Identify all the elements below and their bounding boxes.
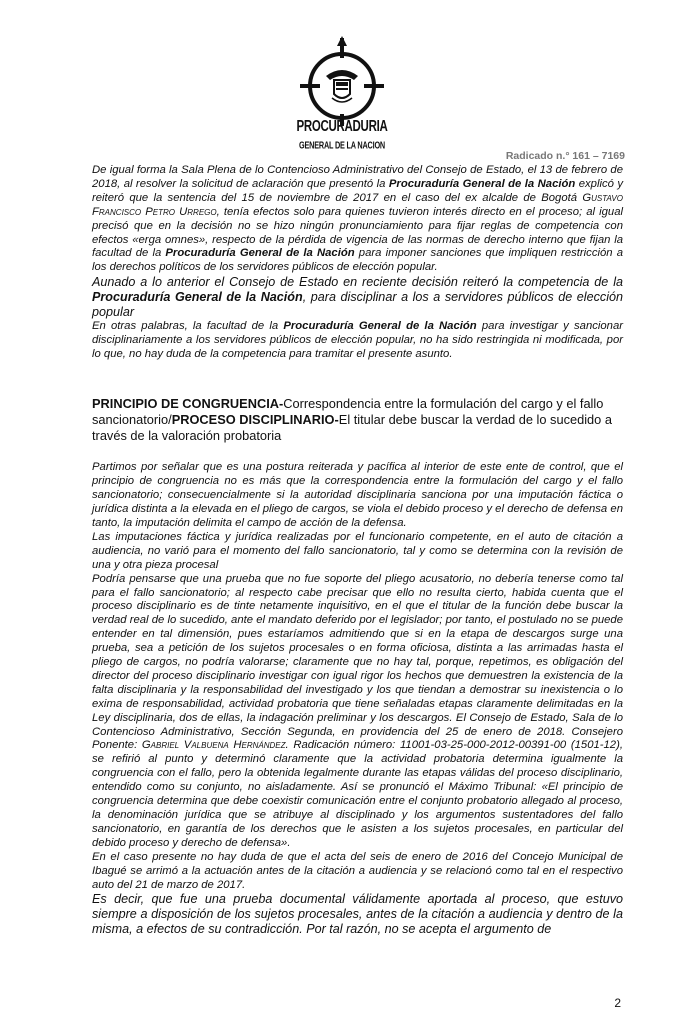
text-fragment: . Radicación número: 11001-03-25-000-2012-00391-00 (1501-12), se refirió al punto y determinó claramente que la actividad probatoria determina igualmente la congruencia con el fallo, pero la obtenida legalmente durante las etapas válidas del proceso disciplinario, entendido como su conjunto, no aisladamente. Así se pronunció el Máximo Tribunal: «El principio de congruencia determina que debe coexistir comunicación entre el conjunto probatorio allegado al proceso, la denominación jurídica que se atribuye al disciplinado y los argumentos sustentadores del fallo sancionatorio, en garantía de los derechos que le asisten a los sujetos procesales, en particular del debido proceso y derecho de defensa». — [92, 739, 623, 849]
heading-bold: PRINCIPIO DE CONGRUENCIA- — [92, 395, 284, 411]
paragraph-sala-plena — [92, 164, 623, 275]
text-fragment: Aunado a lo anterior el Consejo de Estado en reciente decisión reiteró la competencia de la — [92, 275, 623, 290]
bold-entity: Procuraduría General de la Nación — [388, 177, 576, 190]
logo-title: PROCURADURIA — [296, 119, 388, 136]
paragraph-partimos: Partimos por señalar que es una postura reiterada y pacífica al interior de este ente de control, que el principio de congruencia no es más que la correspondencia entre la formulación del cargo y el fallo sancionatorio; consecuencialmente si la autoridad disciplinaria sanciona por una imputación fáctica o jurídica distinta a la elevada en el pliego de cargos, se viola el debido proceso y el derecho de defensa en tanto, la imputación delimita el campo de acción de la defensa. — [92, 461, 623, 529]
paragraph-otras-palabras — [92, 320, 623, 362]
paragraph-podria-pensarse — [92, 573, 623, 851]
person-name: Gabriel Valbuena Hernández — [141, 739, 286, 752]
logo-emblem-icon — [296, 36, 388, 126]
radicado-number: Radicado n.° 161 – 7169 — [505, 150, 625, 162]
heading-bold: PROCESO DISCIPLINARIO- — [171, 411, 339, 427]
text-fragment: De igual forma la Sala Plena de lo Contencioso Administrativo del Consejo de Estado, el 13 de febrero de 2018, al resolver la solicitud de aclaración que presentó la — [92, 164, 623, 190]
text-fragment: Podría pensarse que una prueba que no fue soporte del pliego acusatorio, no debería tenerse como tal para el fallo sancionatorio; al respecto cabe precisar que ello no resulta cierto, habida cuenta que el proceso disciplinario es de tinte netamente inquisitivo, en el que el titular de la función debe buscar la verdad real de lo sucedido, ante el mandato deferido por el legislador; por tanto, el postulado no se puede entender en tal dimensión, pues estaríamos admitiendo que si en la etapa de descargos surge una prueba, sea a petición de los sujetos procesales o en forma oficiosa, distinta a las arrimadas hasta el pliego de cargos, no podría valorarse; claramente que no hay tal, porque, repetimos, es obligación del director del proceso disciplinario investigar con igual rigor los hechos que demuestren la existencia de la falta disciplinaria y la responsabilidad del investigado y los que tiendan a demostrar su inexistencia o lo exima de responsabilidad, actividad probatoria que tiene señaladas etapas claramente delimitadas en la Ley disciplinaria, dos de ellas, la indagación preliminar y los descargos. El Consejo de Estado, Sala de lo Contencioso Administrativo, Sección Segunda, en providencia del 25 de enero de 2018. Consejero Ponente: — [92, 572, 623, 752]
heading-text: Correspondencia entre la formulación del cargo y el fallo sancionatorio/ — [92, 395, 604, 427]
heading-text: El titular debe buscar la verdad de lo sucedido a través de la valoración probatoria — [92, 411, 612, 443]
text-fragment: , tenía efectos solo para quienes tuvieron interés directo en el proceso; al igual precisó que en la decisión no se hizo ningún pronunciamiento para fijar reglas de competencia con efectos «erga omnes», respecto de la pérdida de vigencia de las normas de derecho interno que fijan la facultad de la — [92, 205, 624, 260]
bold-entity: Procuraduría General de la Nación — [165, 247, 355, 260]
bold-entity: Procuraduría General de la Nación — [92, 290, 303, 305]
document-body — [92, 164, 623, 937]
text-fragment: , para disciplinar a los a servidores públicos de elección popular — [92, 290, 624, 320]
page-number: 2 — [614, 996, 621, 1010]
paragraph-imputaciones: Las imputaciones fáctica y jurídica realizadas por el funcionario competente, en el auto de citación a audiencia, no varió para el momento del fallo sancionatorio, tal y como se determina con la revisión de una y otra pieza procesal — [92, 530, 623, 571]
paragraph-aunado — [92, 275, 623, 320]
text-fragment: explicó y reiteró que la sentencia del 15 de noviembre de 2017 en el caso del ex alcalde de Bogotá — [92, 177, 623, 204]
person-name: Gustavo Francisco Petro Urrego — [92, 191, 623, 218]
section-heading-congruencia — [92, 396, 623, 443]
text-fragment: para investigar y sancionar disciplinariamente a los servidores públicos de elección popular, no ha sido restringida ni modificada, por lo que, no hay duda de la competencia para tramitar el presente asunto. — [92, 320, 623, 361]
text-fragment: En otras palabras, la facultad de la — [92, 320, 284, 333]
paragraph-caso-presente: En el caso presente no hay duda de que el acta del seis de enero de 2016 del Concejo Municipal de Ibagué se arrimó a la actuación antes de la citación a audiencia y se relacionó como tal en el respectivo auto del 21 de marzo de 2017. — [92, 850, 623, 891]
bold-entity: Procuraduría General de la Nación — [283, 320, 477, 333]
logo-subtitle: GENERAL DE LA NACION — [299, 139, 385, 152]
text-fragment: para imponer sanciones que impliquen restricción a los derechos políticos de los servidores públicos de elección popular. — [92, 247, 623, 274]
paragraph-es-decir: Es decir, que fue una prueba documental válidamente aportada al proceso, que estuvo siempre a disposición de los sujetos procesales, antes de la citación a audiencia y dentro de la misma, a efectos de su contradicción. Por tal razón, no se acepta el argumento de — [92, 892, 623, 937]
